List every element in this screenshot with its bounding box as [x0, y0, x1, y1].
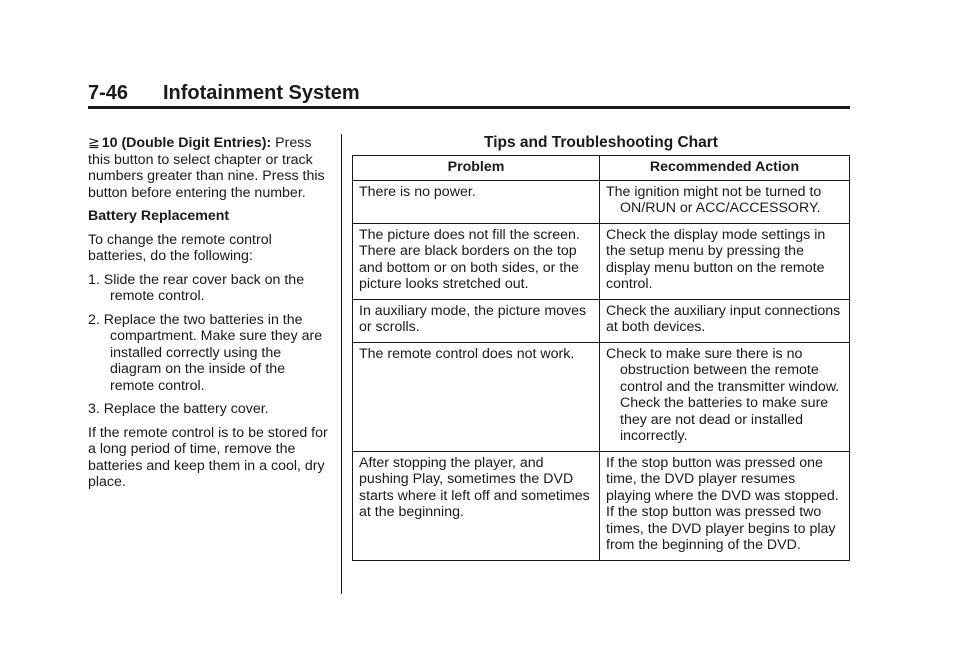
table-row: [353, 299, 850, 342]
problem-cell: The remote control does not work.: [353, 342, 600, 451]
battery-steps: [88, 272, 332, 418]
step-item: 1. Slide the rear cover back on the remote control.: [88, 271, 305, 304]
action-cell: Check the auxiliary input connections at both devices.: [600, 299, 850, 342]
page-header: [88, 80, 850, 109]
troubleshooting-table: [352, 155, 850, 561]
action-cell: [600, 180, 850, 223]
action-cell: If the stop button was pressed one time, the DVD player resumes playing where the DVD was stopped. If the stop button was pressed two times, the DVD player begins to play from the beginning of the DVD.: [600, 451, 850, 560]
column-header-action: Recommended Action: [600, 156, 850, 181]
problem-cell: There is no power.: [353, 180, 600, 223]
chart-title: Tips and Troubleshooting Chart: [484, 134, 718, 151]
table-row: [353, 180, 850, 223]
action-text: Check to make sure there is no obstruction between the remote control and the transmitter window. Check the batteries to make sure they are not dead or installed incorrectly.: [606, 345, 840, 444]
column-header-problem: Problem: [353, 156, 600, 181]
table-row: [353, 451, 850, 560]
left-column: [88, 134, 332, 498]
section-title: Infotainment System: [163, 82, 360, 104]
double-digit-label: 10 (Double Digit Entries):: [101, 135, 272, 151]
problem-cell: The picture does not fill the screen. There are black borders on the top and bottom or on both sides, or the picture looks stretched out.: [353, 223, 600, 299]
step-item: 2. Replace the two batteries in the compartment. Make sure they are installed correctly using the diagram on the inside of the remote control.: [88, 311, 323, 394]
storage-text: If the remote control is to be stored for a long period of time, remove the batteries and keep them in a cool, dry place.: [88, 424, 328, 490]
action-cell: Check the display mode settings in the setup menu by pressing the display menu button on the remote control.: [600, 223, 850, 299]
column-divider: [341, 134, 342, 594]
page-number: 7-46: [88, 82, 129, 104]
problem-cell: In auxiliary mode, the picture moves or scrolls.: [353, 299, 600, 342]
battery-heading: Battery Replacement: [88, 208, 230, 224]
action-cell: [600, 342, 850, 451]
table-row: [353, 342, 850, 451]
troubleshooting-chart: [352, 134, 850, 561]
battery-intro: To change the remote control batteries, do the following:: [88, 231, 272, 264]
double-digit-paragraph: [88, 134, 332, 201]
table-row: [353, 223, 850, 299]
double-digit-icon: ≧: [88, 134, 100, 150]
double-digit-text: Press this button to select chapter or track numbers greater than nine. Press this button before entering the number.: [88, 135, 325, 201]
action-text: The ignition might not be turned to ON/RUN or ACC/ACCESSORY.: [606, 183, 822, 216]
problem-cell: After stopping the player, and pushing Play, sometimes the DVD starts where it left off and sometimes at the beginning.: [353, 451, 600, 560]
table-header-row: [353, 156, 850, 181]
step-item: 3. Replace the battery cover.: [88, 401, 269, 417]
